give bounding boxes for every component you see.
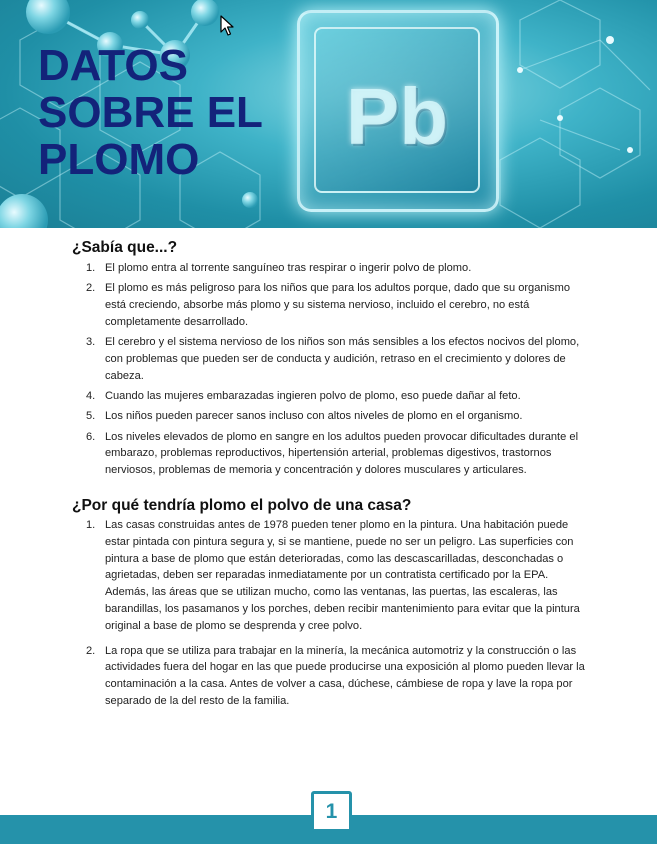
list-number: 2. <box>86 282 96 295</box>
list-text: Los niños pueden parecer sanos incluso con altos niveles de plomo en el organismo. <box>105 410 523 423</box>
list-item <box>72 517 592 635</box>
lead-element-tile-inner <box>314 27 480 193</box>
title-line-3: PLOMO <box>38 135 200 184</box>
list-number: 5. <box>86 410 96 423</box>
element-symbol: Pb <box>345 72 449 161</box>
list-item <box>72 643 592 710</box>
main-content <box>72 238 592 718</box>
list-number: 1. <box>86 262 96 274</box>
list-text: Cuando las mujeres embarazadas ingieren polvo de plomo, eso puede dañar al feto. <box>105 390 521 403</box>
list-text: La ropa que se utiliza para trabajar en la minería, la mecánica automotriz y la construcción o las actividades fuera del hogar en las que puede producirse una exposición al plomo pueden llevar la contaminación a la casa. Antes de volver a casa, dúchese, cámbiese de ropa y lave la ropa por separado de la del resto de la familia. <box>105 644 585 708</box>
did-you-know-list <box>72 260 592 479</box>
list-item <box>72 429 592 479</box>
list-number: 4. <box>86 390 96 403</box>
list-item <box>72 388 592 405</box>
list-text: El cerebro y el sistema nervioso de los niños son más sensibles a los efectos nocivos del plomo, con problemas que pueden ser de conducta y audición, retraso en el crecimiento y dolores de cabeza. <box>105 336 580 382</box>
page-title <box>38 42 263 183</box>
section-heading-did-you-know: ¿Sabía que...? <box>72 239 178 256</box>
list-text: El plomo es más peligroso para los niños que para los adultos porque, dado que su organismo está creciendo, absorbe más plomo y su sistema nervioso, incluido el cerebro, no está completamente desarrollado. <box>105 282 570 328</box>
list-item <box>72 280 592 330</box>
list-number: 3. <box>86 336 96 349</box>
why-lead-dust-list <box>72 517 592 710</box>
lead-element-tile <box>297 10 499 212</box>
list-item <box>72 334 592 384</box>
page-number-badge: 1 <box>311 791 352 832</box>
title-line-2: SOBRE EL <box>38 88 263 137</box>
header-banner <box>0 0 657 228</box>
list-text: Los niveles elevados de plomo en sangre en los adultos pueden provocar dificultades durante el embarazo, problemas reproductivos, hipertensión arterial, problemas digestivos, trastornos nerviosos, problemas de memoria y concentración y dolores musculares y articulares. <box>105 430 579 477</box>
list-item <box>72 408 592 425</box>
why-lead-dust-section <box>72 496 592 710</box>
list-number: 2. <box>86 644 96 657</box>
did-you-know-section <box>72 238 592 479</box>
section-heading-why-lead-dust: ¿Por qué tendría plomo el polvo de una casa? <box>72 497 412 515</box>
list-number: 6. <box>86 430 96 443</box>
list-item <box>72 260 592 277</box>
title-line-1: DATOS <box>38 41 188 90</box>
list-number: 1. <box>86 519 96 532</box>
list-text: Las casas construidas antes de 1978 pueden tener plomo en la pintura. Una habitación puede estar pintada con pintura segura y, si se mantiene, puede no ser un peligro. Las superficies con pintura a base de plomo que están deterioradas, como las descascarilladas, desconchadas o agrietadas, deben ser reparadas inmediatamente por un contratista certificado por la EPA. Además, las áreas que se utilizan mucho, como las ventanas, las puertas, las escaleras, las barandillas, los pasamanos y los porches, deben recibir mantenimiento para evitar que la pintura original a base de plomo se desprenda y cree polvo. <box>105 519 580 632</box>
list-text: El plomo entra al torrente sanguíneo tras respirar o ingerir polvo de plomo. <box>105 262 472 274</box>
mouse-pointer-icon <box>220 15 234 37</box>
